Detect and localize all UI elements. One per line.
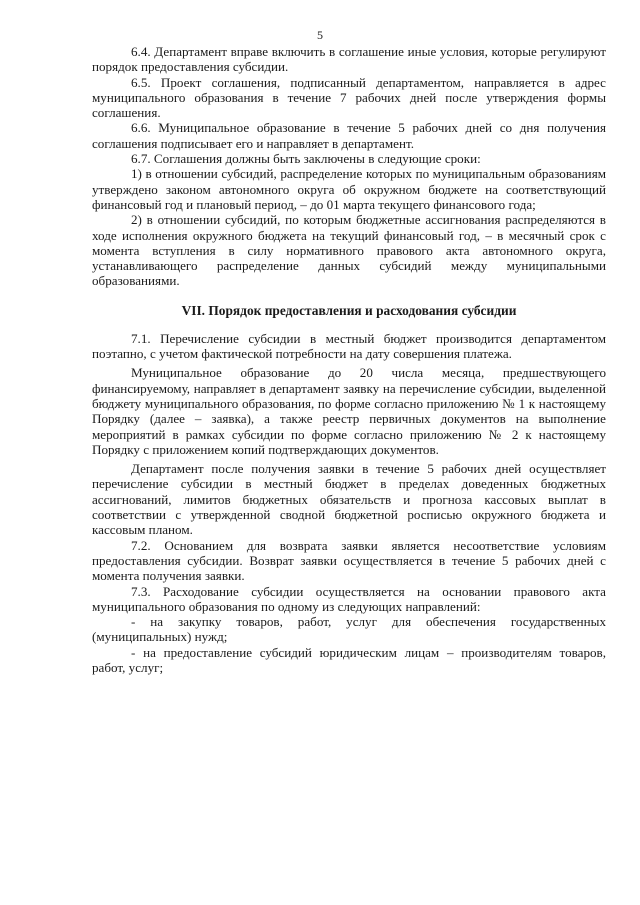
paragraph-6-6: 6.6. Муниципальное образование в течение 5 рабочих дней со дня получения соглашения подписывает его и направляет в департамент. <box>92 120 606 151</box>
paragraph-7-1-application: Муниципальное образование до 20 числа месяца, предшествующего финансируемому, направляет в департамент заявку на перечисление субсидии, выделенной бюджету муниципального образования, по форме согласно приложению № 1 к настоящему Порядку (далее – заявка), а также реестр первичных документов на выполнение мероприятий в рамках субсидии по форме согласно приложению № 2 к настоящему Порядку с приложением копий подтверждающих документов. <box>92 365 606 457</box>
paragraph-6-7-item-1: 1) в отношении субсидий, распределение которых по муниципальным образованиям утверждено законом автономного округа об окружном бюджете на соответствующий финансовый год и плановый период, – до 01 марта текущего финансового года; <box>92 166 606 212</box>
paragraph-7-3-item-procurement: - на закупку товаров, работ, услуг для обеспечения государственных (муниципальных) нужд; <box>92 614 606 645</box>
paragraph-7-1: 7.1. Перечисление субсидии в местный бюджет производится департаментом поэтапно, с учетом фактической потребности на дату совершения платежа. <box>92 330 606 362</box>
section-vii-heading: VII. Порядок предоставления и расходования субсидии <box>181 302 517 318</box>
page-number: 5 <box>317 28 323 42</box>
paragraph-6-4: 6.4. Департамент вправе включить в соглашение иные условия, которые регулируют порядок предоставления субсидии. <box>92 44 606 75</box>
paragraph-6-7: 6.7. Соглашения должны быть заключены в следующие сроки: <box>131 151 481 167</box>
paragraph-7-2: 7.2. Основанием для возврата заявки является несоответствие условиям предоставления субсидии. Возврат заявки осуществляется в течение 5 рабочих дней с момента получения заявки. <box>92 537 606 584</box>
paragraph-6-5: 6.5. Проект соглашения, подписанный департаментом, направляется в адрес муниципального образования в течение 7 рабочих дней после утверждения формы соглашения. <box>92 74 606 121</box>
paragraph-7-1-transfer: Департамент после получения заявки в течение 5 рабочих дней осуществляет перечисление субсидии в местный бюджет в пределах доведенных бюджетных ассигнований, лимитов бюджетных обязательств и прогноза кассовых выплат в соответствии с утвержденной сводной бюджетной росписью окружного бюджета и кассовым планом. <box>92 461 606 538</box>
paragraph-7-3-item-subsidies: - на предоставление субсидий юридическим лицам – производителям товаров, работ, услуг; <box>92 644 606 675</box>
paragraph-6-7-item-2: 2) в отношении субсидий, по которым бюджетные ассигнования распределяются в ходе исполнения окружного бюджета на текущий финансовый год, – в месячный срок с момента вступления в силу нормативного правового акта автономного округа, устанавливающего распределение данных субсидий между муниципальными образованиями. <box>92 212 606 289</box>
document-body <box>92 44 606 675</box>
paragraph-7-3: 7.3. Расходование субсидии осуществляется на основании правового акта муниципального образования по одному из следующих направлений: <box>92 583 606 614</box>
